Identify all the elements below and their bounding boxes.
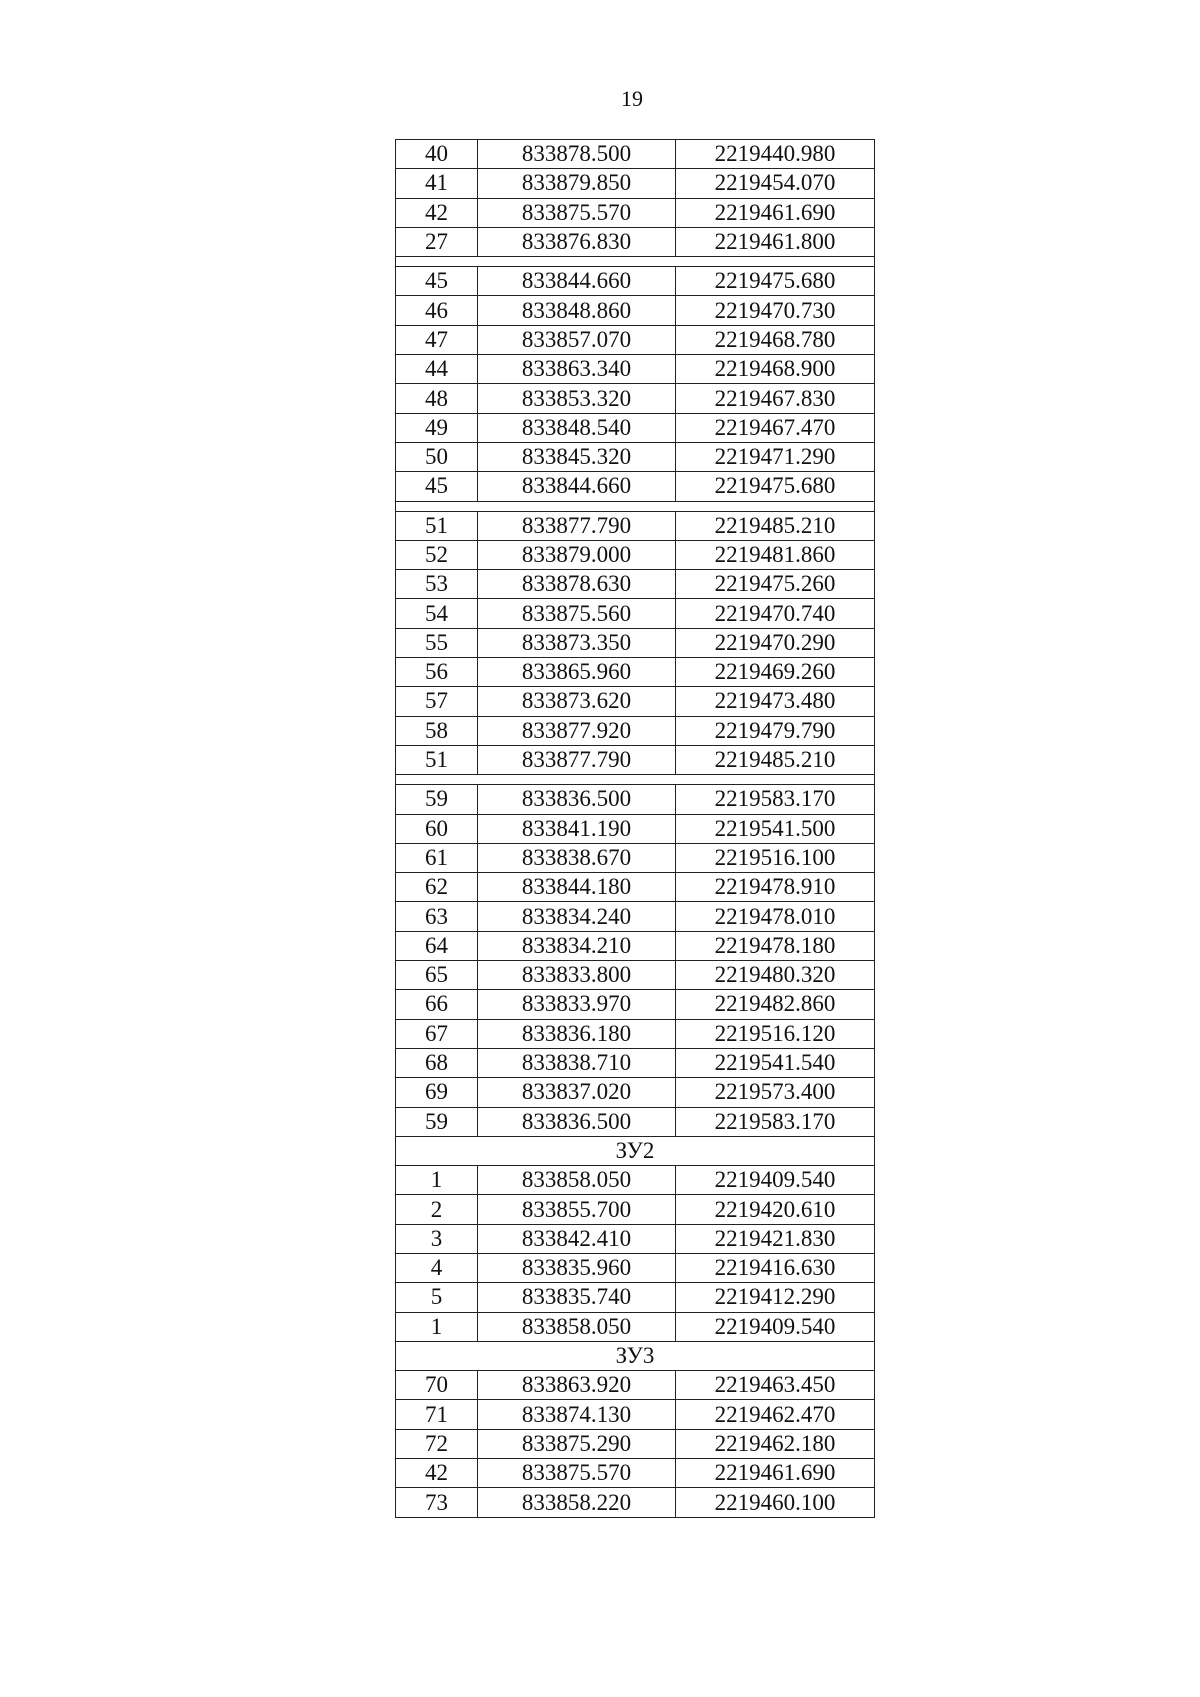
page-number: 19: [621, 86, 643, 111]
x-coordinate-cell: 833875.290: [478, 1429, 676, 1458]
point-number-cell: 49: [396, 413, 478, 442]
point-number-cell: 50: [396, 442, 478, 471]
x-coordinate-cell: 833834.240: [478, 902, 676, 931]
y-coordinate-cell: 2219409.540: [676, 1312, 875, 1341]
table-row: [396, 628, 875, 657]
table-row: [396, 843, 875, 872]
x-coordinate-cell: 833874.130: [478, 1400, 676, 1429]
table-row: [396, 873, 875, 902]
table-row: [396, 1224, 875, 1253]
point-number-cell: 56: [396, 658, 478, 687]
y-coordinate-cell: 2219541.500: [676, 814, 875, 843]
point-number-cell: 51: [396, 745, 478, 774]
x-coordinate-cell: 833875.560: [478, 599, 676, 628]
y-coordinate-cell: 2219480.320: [676, 961, 875, 990]
spacer-cell: [396, 775, 875, 785]
x-coordinate-cell: 833836.500: [478, 1107, 676, 1136]
point-number-cell: 47: [396, 325, 478, 354]
point-number-cell: 70: [396, 1371, 478, 1400]
y-coordinate-cell: 2219421.830: [676, 1224, 875, 1253]
table-row: [396, 413, 875, 442]
point-number-cell: 69: [396, 1078, 478, 1107]
table-row: [396, 1371, 875, 1400]
point-number-cell: 5: [396, 1283, 478, 1312]
point-number-cell: 4: [396, 1253, 478, 1282]
x-coordinate-cell: 833875.570: [478, 1459, 676, 1488]
point-number-cell: 45: [396, 267, 478, 296]
y-coordinate-cell: 2219583.170: [676, 785, 875, 814]
point-number-cell: 63: [396, 902, 478, 931]
x-coordinate-cell: 833877.920: [478, 716, 676, 745]
table-row: [396, 990, 875, 1019]
table-row: [396, 1078, 875, 1107]
table-spacer-row: [396, 257, 875, 267]
y-coordinate-cell: 2219475.680: [676, 267, 875, 296]
x-coordinate-cell: 833835.960: [478, 1253, 676, 1282]
x-coordinate-cell: 833876.830: [478, 227, 676, 256]
y-coordinate-cell: 2219471.290: [676, 442, 875, 471]
table-row: [396, 140, 875, 169]
table-row: [396, 902, 875, 931]
x-coordinate-cell: 833858.050: [478, 1166, 676, 1195]
table-row: [396, 1195, 875, 1224]
y-coordinate-cell: 2219485.210: [676, 511, 875, 540]
y-coordinate-cell: 2219478.010: [676, 902, 875, 931]
spacer-cell: [396, 501, 875, 511]
y-coordinate-cell: 2219409.540: [676, 1166, 875, 1195]
table-row: [396, 511, 875, 540]
x-coordinate-cell: 833878.500: [478, 140, 676, 169]
point-number-cell: 64: [396, 931, 478, 960]
y-coordinate-cell: 2219468.900: [676, 355, 875, 384]
table-row: [396, 1283, 875, 1312]
x-coordinate-cell: 833838.710: [478, 1048, 676, 1077]
point-number-cell: 40: [396, 140, 478, 169]
y-coordinate-cell: 2219462.470: [676, 1400, 875, 1429]
y-coordinate-cell: 2219573.400: [676, 1078, 875, 1107]
x-coordinate-cell: 833838.670: [478, 843, 676, 872]
y-coordinate-cell: 2219454.070: [676, 169, 875, 198]
y-coordinate-cell: 2219475.260: [676, 570, 875, 599]
point-number-cell: 59: [396, 1107, 478, 1136]
x-coordinate-cell: 833878.630: [478, 570, 676, 599]
x-coordinate-cell: 833844.660: [478, 472, 676, 501]
y-coordinate-cell: 2219470.740: [676, 599, 875, 628]
point-number-cell: 66: [396, 990, 478, 1019]
y-coordinate-cell: 2219482.860: [676, 990, 875, 1019]
x-coordinate-cell: 833858.050: [478, 1312, 676, 1341]
point-number-cell: 61: [396, 843, 478, 872]
table-row: [396, 1488, 875, 1517]
table-spacer-row: [396, 501, 875, 511]
table-row: [396, 198, 875, 227]
x-coordinate-cell: 833879.000: [478, 540, 676, 569]
table-row: [396, 1166, 875, 1195]
table-row: [396, 1312, 875, 1341]
point-number-cell: 45: [396, 472, 478, 501]
point-number-cell: 41: [396, 169, 478, 198]
y-coordinate-cell: 2219541.540: [676, 1048, 875, 1077]
table-row: [396, 687, 875, 716]
y-coordinate-cell: 2219461.800: [676, 227, 875, 256]
table-row: [396, 658, 875, 687]
table-row: [396, 384, 875, 413]
y-coordinate-cell: 2219412.290: [676, 1283, 875, 1312]
y-coordinate-cell: 2219461.690: [676, 1459, 875, 1488]
y-coordinate-cell: 2219469.260: [676, 658, 875, 687]
x-coordinate-cell: 833848.540: [478, 413, 676, 442]
x-coordinate-cell: 833845.320: [478, 442, 676, 471]
spacer-cell: [396, 257, 875, 267]
x-coordinate-cell: 833855.700: [478, 1195, 676, 1224]
y-coordinate-cell: 2219478.180: [676, 931, 875, 960]
table-row: [396, 1107, 875, 1136]
y-coordinate-cell: 2219481.860: [676, 540, 875, 569]
y-coordinate-cell: 2219470.290: [676, 628, 875, 657]
point-number-cell: 73: [396, 1488, 478, 1517]
y-coordinate-cell: 2219478.910: [676, 873, 875, 902]
x-coordinate-cell: 833875.570: [478, 198, 676, 227]
x-coordinate-cell: 833837.020: [478, 1078, 676, 1107]
x-coordinate-cell: 833842.410: [478, 1224, 676, 1253]
x-coordinate-cell: 833848.860: [478, 296, 676, 325]
y-coordinate-cell: 2219485.210: [676, 745, 875, 774]
y-coordinate-cell: 2219463.450: [676, 1371, 875, 1400]
table-section-row: [396, 1136, 875, 1165]
y-coordinate-cell: 2219467.470: [676, 413, 875, 442]
point-number-cell: 57: [396, 687, 478, 716]
y-coordinate-cell: 2219470.730: [676, 296, 875, 325]
point-number-cell: 55: [396, 628, 478, 657]
y-coordinate-cell: 2219479.790: [676, 716, 875, 745]
point-number-cell: 44: [396, 355, 478, 384]
point-number-cell: 67: [396, 1019, 478, 1048]
point-number-cell: 42: [396, 198, 478, 227]
table-row: [396, 1019, 875, 1048]
y-coordinate-cell: 2219473.480: [676, 687, 875, 716]
table-row: [396, 227, 875, 256]
point-number-cell: 54: [396, 599, 478, 628]
table-row: [396, 716, 875, 745]
table-row: [396, 814, 875, 843]
y-coordinate-cell: 2219461.690: [676, 198, 875, 227]
y-coordinate-cell: 2219416.630: [676, 1253, 875, 1282]
point-number-cell: 68: [396, 1048, 478, 1077]
x-coordinate-cell: 833853.320: [478, 384, 676, 413]
table-row: [396, 442, 875, 471]
point-number-cell: 46: [396, 296, 478, 325]
point-number-cell: 59: [396, 785, 478, 814]
point-number-cell: 65: [396, 961, 478, 990]
point-number-cell: 62: [396, 873, 478, 902]
table-row: [396, 785, 875, 814]
table-row: [396, 1429, 875, 1458]
table-row: [396, 325, 875, 354]
table-row: [396, 570, 875, 599]
point-number-cell: 1: [396, 1166, 478, 1195]
y-coordinate-cell: 2219467.830: [676, 384, 875, 413]
y-coordinate-cell: 2219516.120: [676, 1019, 875, 1048]
y-coordinate-cell: 2219475.680: [676, 472, 875, 501]
point-number-cell: 1: [396, 1312, 478, 1341]
point-number-cell: 58: [396, 716, 478, 745]
point-number-cell: 3: [396, 1224, 478, 1253]
y-coordinate-cell: 2219462.180: [676, 1429, 875, 1458]
y-coordinate-cell: 2219440.980: [676, 140, 875, 169]
x-coordinate-cell: 833834.210: [478, 931, 676, 960]
x-coordinate-cell: 833873.350: [478, 628, 676, 657]
x-coordinate-cell: 833835.740: [478, 1283, 676, 1312]
x-coordinate-cell: 833833.970: [478, 990, 676, 1019]
x-coordinate-cell: 833865.960: [478, 658, 676, 687]
x-coordinate-cell: 833877.790: [478, 511, 676, 540]
x-coordinate-cell: 833877.790: [478, 745, 676, 774]
table-row: [396, 745, 875, 774]
table-row: [396, 599, 875, 628]
table-spacer-row: [396, 775, 875, 785]
point-number-cell: 72: [396, 1429, 478, 1458]
point-number-cell: 51: [396, 511, 478, 540]
table-row: [396, 1459, 875, 1488]
x-coordinate-cell: 833836.500: [478, 785, 676, 814]
table-row: [396, 540, 875, 569]
table-row: [396, 169, 875, 198]
y-coordinate-cell: 2219583.170: [676, 1107, 875, 1136]
x-coordinate-cell: 833841.190: [478, 814, 676, 843]
table-row: [396, 472, 875, 501]
y-coordinate-cell: 2219516.100: [676, 843, 875, 872]
point-number-cell: 53: [396, 570, 478, 599]
coordinates-table: [395, 139, 875, 1518]
point-number-cell: 60: [396, 814, 478, 843]
section-label: ЗУ2: [396, 1136, 875, 1165]
table-row: [396, 355, 875, 384]
y-coordinate-cell: 2219460.100: [676, 1488, 875, 1517]
point-number-cell: 52: [396, 540, 478, 569]
point-number-cell: 2: [396, 1195, 478, 1224]
x-coordinate-cell: 833863.920: [478, 1371, 676, 1400]
table-section-row: [396, 1341, 875, 1370]
x-coordinate-cell: 833858.220: [478, 1488, 676, 1517]
x-coordinate-cell: 833833.800: [478, 961, 676, 990]
coordinates-table-body: [396, 140, 875, 1518]
x-coordinate-cell: 833873.620: [478, 687, 676, 716]
table-row: [396, 1400, 875, 1429]
point-number-cell: 71: [396, 1400, 478, 1429]
x-coordinate-cell: 833844.180: [478, 873, 676, 902]
table-row: [396, 961, 875, 990]
point-number-cell: 48: [396, 384, 478, 413]
y-coordinate-cell: 2219468.780: [676, 325, 875, 354]
x-coordinate-cell: 833844.660: [478, 267, 676, 296]
y-coordinate-cell: 2219420.610: [676, 1195, 875, 1224]
table-row: [396, 296, 875, 325]
point-number-cell: 42: [396, 1459, 478, 1488]
section-label: ЗУ3: [396, 1341, 875, 1370]
x-coordinate-cell: 833857.070: [478, 325, 676, 354]
table-row: [396, 1253, 875, 1282]
table-row: [396, 267, 875, 296]
x-coordinate-cell: 833863.340: [478, 355, 676, 384]
table-row: [396, 931, 875, 960]
table-row: [396, 1048, 875, 1077]
x-coordinate-cell: 833836.180: [478, 1019, 676, 1048]
x-coordinate-cell: 833879.850: [478, 169, 676, 198]
point-number-cell: 27: [396, 227, 478, 256]
